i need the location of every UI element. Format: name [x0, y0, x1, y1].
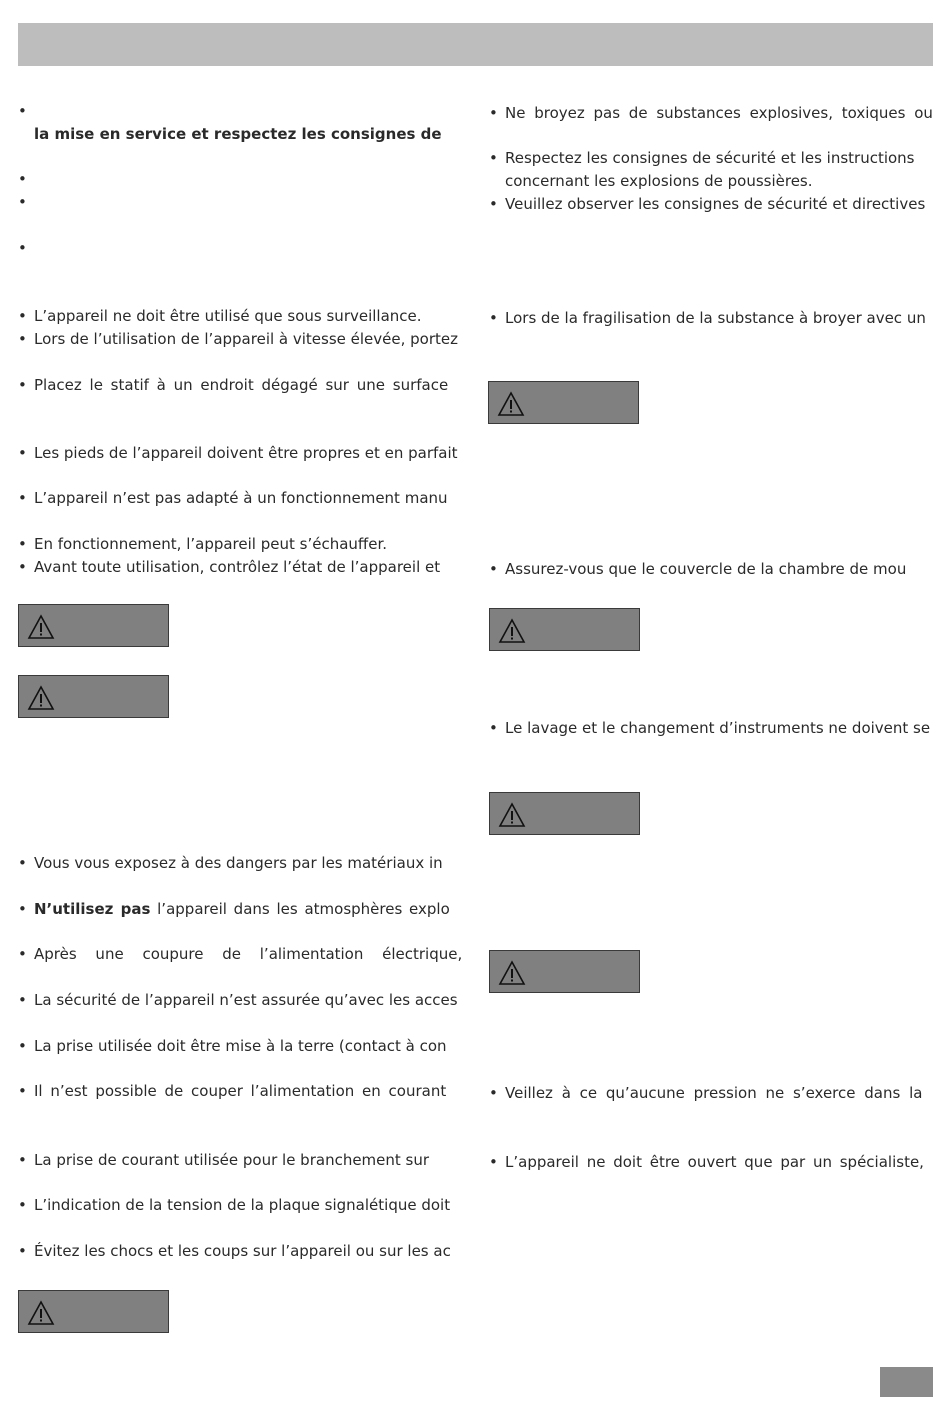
- item-1-line-2: la mise en service et respectez les consignes de: [34, 125, 442, 143]
- list-item: • Lors de l’utilisation de l’appareil à vitesse élevée, portez: [18, 330, 459, 348]
- warning-triangle-icon: [498, 618, 526, 644]
- list-item: • Après une coupure de l’alimentation électrique,: [18, 945, 463, 963]
- list-item: • Assurez-vous que le couvercle de la chambre de mou: [489, 560, 907, 578]
- warning-box: [489, 950, 640, 993]
- list-item: • Veillez à ce qu’aucune pression ne s’exerce dans la: [489, 1084, 923, 1102]
- warning-triangle-icon: [27, 1300, 55, 1326]
- list-item: • En fonctionnement, l’appareil peut s’échauffer.: [18, 535, 388, 553]
- list-item: • L’appareil ne doit être utilisé que sous surveillance.: [18, 307, 422, 325]
- list-item: • La prise utilisée doit être mise à la terre (contact à con: [18, 1037, 447, 1055]
- warning-box: [489, 792, 640, 835]
- warning-triangle-icon: [498, 960, 526, 986]
- list-item: • L’indication de la tension de la plaque signalétique doit: [18, 1196, 451, 1214]
- list-item: • L’appareil ne doit être ouvert que par un spécialiste,: [489, 1153, 924, 1171]
- list-item: • Placez le statif à un endroit dégagé sur une surface: [18, 376, 449, 394]
- list-item: • Lors de la fragilisation de la substance à broyer avec un: [489, 309, 926, 327]
- page-number-tab: [880, 1367, 933, 1397]
- list-item: • Avant toute utilisation, contrôlez l’état de l’appareil et: [18, 558, 441, 576]
- list-item: • Vous vous exposez à des dangers par les matériaux in: [18, 854, 443, 872]
- list-item: • Le lavage et le changement d’instruments ne doivent se: [489, 719, 931, 737]
- bullet: •: [18, 102, 27, 120]
- warning-box: [18, 1290, 169, 1333]
- list-item: • L’appareil n’est pas adapté à un fonctionnement manu: [18, 489, 448, 507]
- list-item-empty: •: [18, 170, 27, 188]
- header-bar: [18, 23, 933, 66]
- list-item: • Veuillez observer les consignes de sécurité et directives: [489, 195, 926, 213]
- warning-box: [18, 604, 169, 647]
- list-item: • Évitez les chocs et les coups sur l’appareil ou sur les ac: [18, 1242, 451, 1260]
- warning-box: [18, 675, 169, 718]
- list-item: • La sécurité de l’appareil n’est assurée qu’avec les acces: [18, 991, 458, 1009]
- warning-box: [489, 608, 640, 651]
- warning-triangle-icon: [27, 685, 55, 711]
- list-item-line-2: concernant les explosions de poussières.: [505, 172, 813, 190]
- list-item: • La prise de courant utilisée pour le branchement sur: [18, 1151, 430, 1169]
- list-item: • Ne broyez pas de substances explosives, toxiques ou: [489, 104, 933, 122]
- list-item-empty: •: [18, 193, 27, 211]
- list-item: • N’utilisez pas l’appareil dans les atmosphères explo: [18, 900, 450, 918]
- list-item: • Il n’est possible de couper l’alimentation en courant: [18, 1082, 447, 1100]
- list-item-empty: [18, 100, 463, 122]
- list-item-empty: •: [18, 239, 27, 257]
- warning-triangle-icon: [497, 391, 525, 417]
- list-item: • Respectez les consignes de sécurité et les instructions: [489, 149, 915, 167]
- warning-triangle-icon: [498, 802, 526, 828]
- warning-triangle-icon: [27, 614, 55, 640]
- warning-box: [488, 381, 639, 424]
- list-item: • Les pieds de l’appareil doivent être propres et en parfait: [18, 444, 458, 462]
